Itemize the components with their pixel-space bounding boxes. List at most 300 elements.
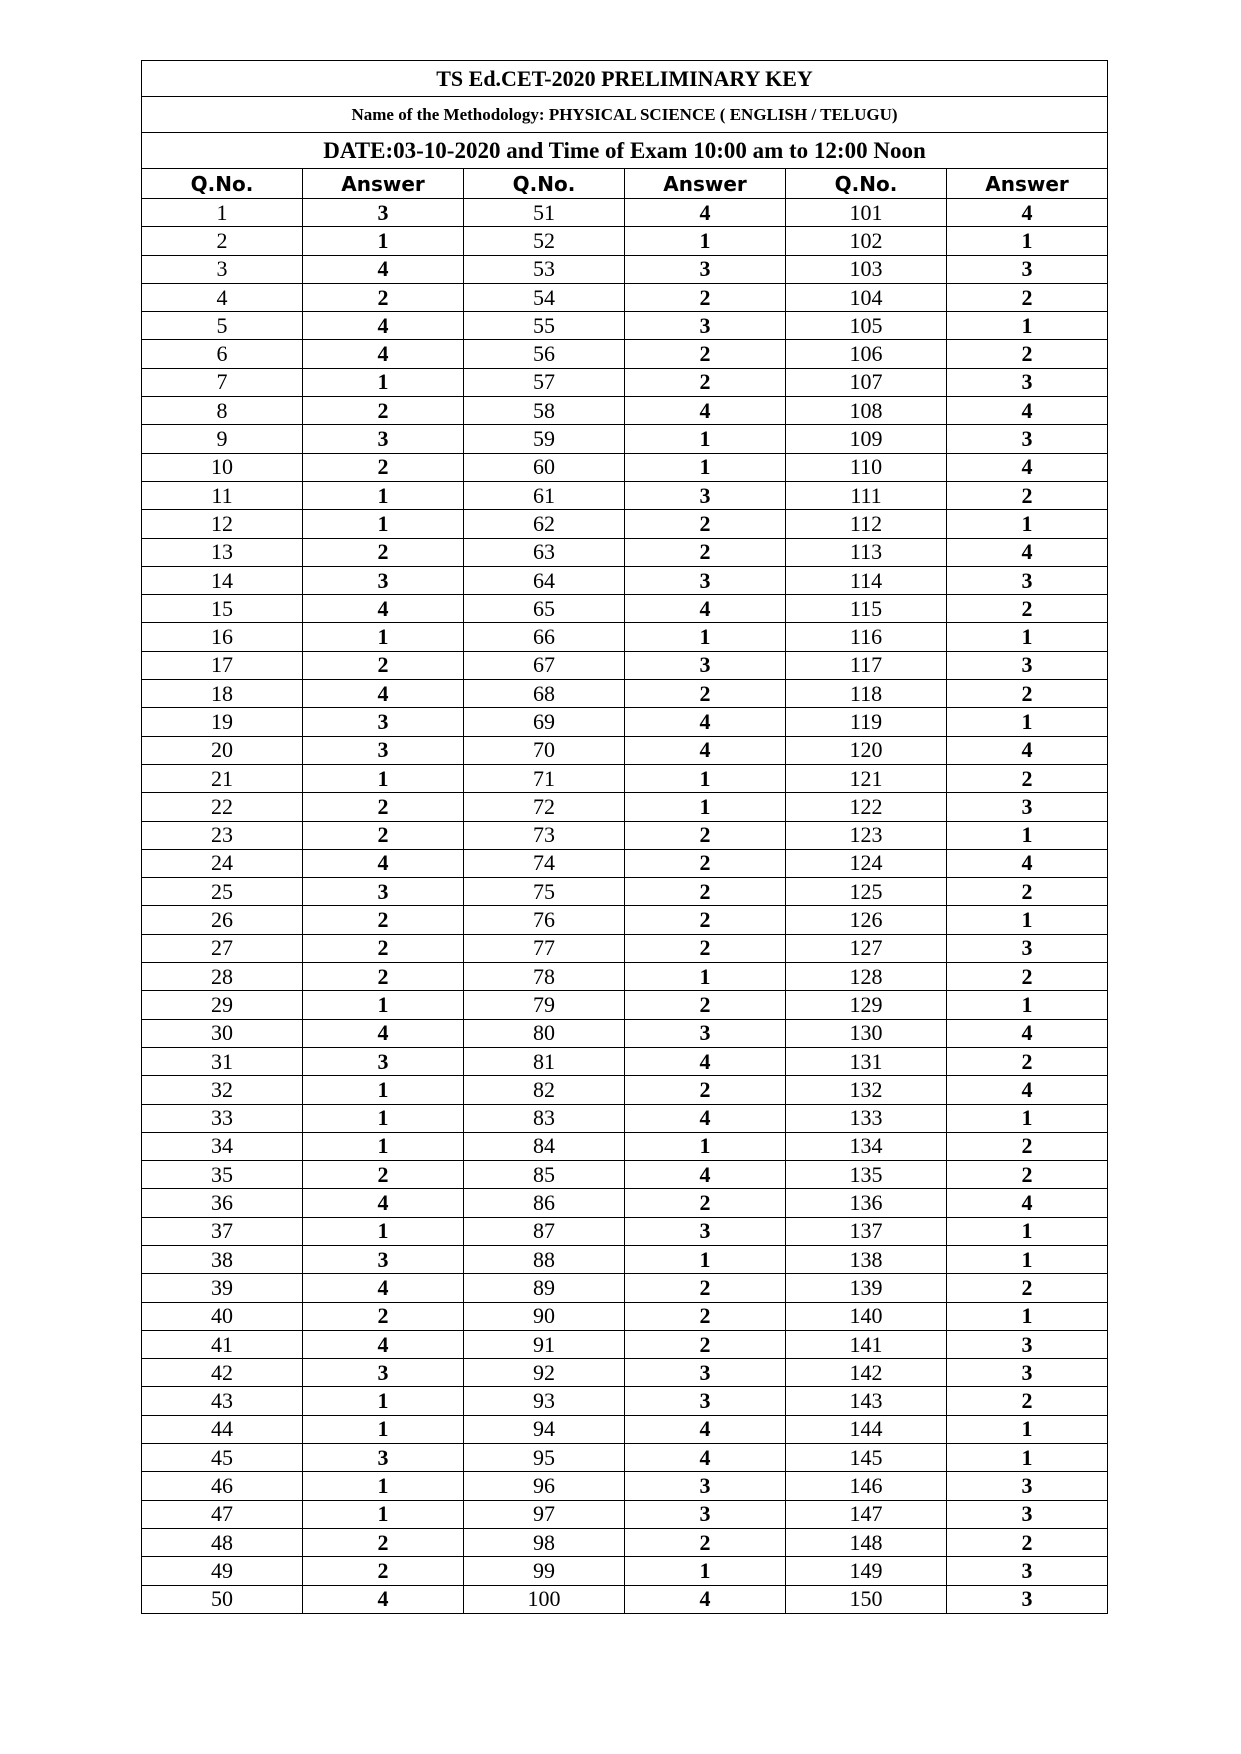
answer-cell: 4: [947, 1019, 1108, 1047]
question-number-cell: 147: [786, 1500, 947, 1528]
answer-cell: 3: [625, 312, 786, 340]
answer-cell: 4: [303, 312, 464, 340]
answer-cell: 3: [947, 368, 1108, 396]
answer-cell: 2: [303, 963, 464, 991]
answer-cell: 3: [947, 1330, 1108, 1358]
answer-cell: 4: [303, 255, 464, 283]
question-number-cell: 127: [786, 934, 947, 962]
question-number-cell: 27: [142, 934, 303, 962]
question-number-cell: 14: [142, 566, 303, 594]
question-number-cell: 105: [786, 312, 947, 340]
question-number-cell: 29: [142, 991, 303, 1019]
question-number-cell: 18: [142, 680, 303, 708]
answer-cell: 3: [625, 651, 786, 679]
question-number-cell: 140: [786, 1302, 947, 1330]
question-number-cell: 141: [786, 1330, 947, 1358]
question-number-cell: 89: [464, 1274, 625, 1302]
answer-cell: 2: [625, 510, 786, 538]
table-row: [142, 963, 1108, 991]
answer-cell: 2: [303, 1557, 464, 1585]
answer-cell: 3: [947, 934, 1108, 962]
question-number-cell: 49: [142, 1557, 303, 1585]
question-number-cell: 134: [786, 1132, 947, 1160]
answer-cell: 1: [303, 368, 464, 396]
question-number-cell: 99: [464, 1557, 625, 1585]
question-number-cell: 64: [464, 566, 625, 594]
answer-cell: 1: [303, 991, 464, 1019]
answer-cell: 2: [625, 906, 786, 934]
question-number-cell: 9: [142, 425, 303, 453]
table-row: [142, 538, 1108, 566]
question-number-cell: 63: [464, 538, 625, 566]
question-number-cell: 1: [142, 199, 303, 227]
question-number-cell: 81: [464, 1047, 625, 1075]
question-number-cell: 53: [464, 255, 625, 283]
question-number-cell: 45: [142, 1444, 303, 1472]
question-number-cell: 138: [786, 1245, 947, 1273]
question-number-cell: 103: [786, 255, 947, 283]
question-number-cell: 128: [786, 963, 947, 991]
answer-cell: 4: [625, 1585, 786, 1613]
answer-cell: 4: [947, 1189, 1108, 1217]
question-number-cell: 107: [786, 368, 947, 396]
table-row: [142, 1557, 1108, 1585]
answer-cell: 3: [947, 1585, 1108, 1613]
table-row: [142, 764, 1108, 792]
answer-cell: 2: [625, 340, 786, 368]
answer-cell: 3: [947, 425, 1108, 453]
question-number-cell: 94: [464, 1415, 625, 1443]
question-number-cell: 131: [786, 1047, 947, 1075]
table-row: [142, 227, 1108, 255]
answer-cell: 2: [625, 1528, 786, 1556]
table-row: [142, 1189, 1108, 1217]
question-number-cell: 17: [142, 651, 303, 679]
question-number-cell: 43: [142, 1387, 303, 1415]
table-row: [142, 481, 1108, 509]
answer-cell: 4: [303, 340, 464, 368]
answer-cell: 2: [947, 1528, 1108, 1556]
answer-cell: 4: [625, 1047, 786, 1075]
answer-cell: 1: [303, 1472, 464, 1500]
answer-cell: 2: [303, 397, 464, 425]
question-number-cell: 65: [464, 595, 625, 623]
methodology-name: Name of the Methodology: PHYSICAL SCIENCE ( ENGLISH / TELUGU): [142, 97, 1108, 133]
answer-cell: 2: [303, 283, 464, 311]
question-number-cell: 82: [464, 1076, 625, 1104]
answer-cell: 2: [947, 1161, 1108, 1189]
question-number-cell: 37: [142, 1217, 303, 1245]
answer-cell: 1: [947, 1217, 1108, 1245]
question-number-cell: 130: [786, 1019, 947, 1047]
answer-cell: 4: [625, 708, 786, 736]
answer-cell: 2: [947, 1274, 1108, 1302]
answer-cell: 1: [947, 227, 1108, 255]
answer-cell: 2: [303, 793, 464, 821]
question-number-cell: 146: [786, 1472, 947, 1500]
question-number-cell: 145: [786, 1444, 947, 1472]
question-number-cell: 51: [464, 199, 625, 227]
answer-cell: 2: [625, 1274, 786, 1302]
answer-cell: 1: [625, 1245, 786, 1273]
table-row: [142, 368, 1108, 396]
question-number-cell: 22: [142, 793, 303, 821]
table-row: [142, 991, 1108, 1019]
table-row: [142, 1104, 1108, 1132]
question-number-cell: 28: [142, 963, 303, 991]
answer-cell: 4: [625, 1161, 786, 1189]
question-number-cell: 72: [464, 793, 625, 821]
question-number-cell: 8: [142, 397, 303, 425]
answer-cell: 2: [303, 1528, 464, 1556]
question-number-cell: 83: [464, 1104, 625, 1132]
question-number-cell: 68: [464, 680, 625, 708]
table-row: [142, 651, 1108, 679]
answer-cell: 3: [625, 1472, 786, 1500]
question-number-cell: 139: [786, 1274, 947, 1302]
answer-cell: 2: [947, 764, 1108, 792]
answer-cell: 1: [303, 1217, 464, 1245]
question-number-cell: 98: [464, 1528, 625, 1556]
date-row: [142, 133, 1108, 169]
table-row: [142, 1245, 1108, 1273]
answer-cell: 4: [947, 1076, 1108, 1104]
answer-cell: 1: [625, 425, 786, 453]
answer-cell: 2: [947, 283, 1108, 311]
question-number-cell: 35: [142, 1161, 303, 1189]
answer-cell: 3: [303, 878, 464, 906]
answer-cell: 3: [947, 1500, 1108, 1528]
question-number-cell: 34: [142, 1132, 303, 1160]
table-row: [142, 1359, 1108, 1387]
answer-cell: 3: [625, 1359, 786, 1387]
question-number-cell: 46: [142, 1472, 303, 1500]
question-number-cell: 41: [142, 1330, 303, 1358]
answer-cell: 1: [303, 1415, 464, 1443]
question-number-cell: 125: [786, 878, 947, 906]
question-number-cell: 114: [786, 566, 947, 594]
table-row: [142, 1217, 1108, 1245]
question-number-cell: 38: [142, 1245, 303, 1273]
question-number-cell: 77: [464, 934, 625, 962]
answer-cell: 1: [625, 1557, 786, 1585]
question-number-cell: 5: [142, 312, 303, 340]
answer-cell: 2: [947, 680, 1108, 708]
answer-cell: 1: [625, 453, 786, 481]
answer-cell: 3: [947, 1472, 1108, 1500]
answer-cell: 2: [947, 1047, 1108, 1075]
question-number-cell: 84: [464, 1132, 625, 1160]
table-row: [142, 199, 1108, 227]
answer-cell: 3: [947, 1557, 1108, 1585]
question-number-cell: 142: [786, 1359, 947, 1387]
question-number-cell: 36: [142, 1189, 303, 1217]
question-number-cell: 102: [786, 227, 947, 255]
question-number-cell: 88: [464, 1245, 625, 1273]
answer-cell: 2: [625, 934, 786, 962]
answer-cell: 3: [625, 1387, 786, 1415]
table-row: [142, 1019, 1108, 1047]
question-number-cell: 80: [464, 1019, 625, 1047]
table-row: [142, 793, 1108, 821]
header-answer: Answer: [303, 169, 464, 199]
question-number-cell: 10: [142, 453, 303, 481]
answer-cell: 1: [625, 963, 786, 991]
answer-cell: 4: [947, 397, 1108, 425]
question-number-cell: 115: [786, 595, 947, 623]
answer-cell: 3: [625, 1019, 786, 1047]
answer-cell: 1: [947, 312, 1108, 340]
answer-cell: 4: [303, 595, 464, 623]
answer-cell: 2: [625, 538, 786, 566]
answer-cell: 1: [303, 1076, 464, 1104]
question-number-cell: 120: [786, 736, 947, 764]
question-number-cell: 95: [464, 1444, 625, 1472]
answer-cell: 4: [947, 849, 1108, 877]
answer-cell: 2: [303, 821, 464, 849]
answer-cell: 1: [303, 623, 464, 651]
answer-cell: 3: [303, 1245, 464, 1273]
question-number-cell: 44: [142, 1415, 303, 1443]
answer-cell: 1: [947, 510, 1108, 538]
question-number-cell: 124: [786, 849, 947, 877]
question-number-cell: 108: [786, 397, 947, 425]
table-row: [142, 1585, 1108, 1613]
question-number-cell: 150: [786, 1585, 947, 1613]
table-row: [142, 566, 1108, 594]
answer-cell: 3: [303, 1444, 464, 1472]
question-number-cell: 100: [464, 1585, 625, 1613]
answer-cell: 3: [947, 793, 1108, 821]
question-number-cell: 110: [786, 453, 947, 481]
answer-cell: 2: [625, 283, 786, 311]
answer-cell: 2: [303, 934, 464, 962]
answer-cell: 3: [947, 566, 1108, 594]
answer-cell: 2: [625, 1189, 786, 1217]
header-answer: Answer: [625, 169, 786, 199]
answer-cell: 3: [303, 566, 464, 594]
question-number-cell: 97: [464, 1500, 625, 1528]
answer-cell: 1: [625, 227, 786, 255]
table-row: [142, 821, 1108, 849]
answer-cell: 4: [625, 1415, 786, 1443]
question-number-cell: 119: [786, 708, 947, 736]
answer-cell: 1: [947, 708, 1108, 736]
question-number-cell: 3: [142, 255, 303, 283]
answer-cell: 2: [303, 538, 464, 566]
table-row: [142, 1500, 1108, 1528]
table-row: [142, 510, 1108, 538]
answer-cell: 3: [947, 1359, 1108, 1387]
question-number-cell: 118: [786, 680, 947, 708]
answer-cell: 2: [625, 991, 786, 1019]
question-number-cell: 133: [786, 1104, 947, 1132]
answer-cell: 4: [947, 736, 1108, 764]
table-row: [142, 255, 1108, 283]
answer-cell: 3: [625, 1500, 786, 1528]
answer-cell: 1: [303, 1104, 464, 1132]
answer-cell: 2: [947, 963, 1108, 991]
answer-cell: 2: [947, 1132, 1108, 1160]
header-qno: Q.No.: [464, 169, 625, 199]
answer-cell: 3: [303, 199, 464, 227]
answer-cell: 3: [947, 255, 1108, 283]
question-number-cell: 106: [786, 340, 947, 368]
table-row: [142, 878, 1108, 906]
question-number-cell: 42: [142, 1359, 303, 1387]
table-row: [142, 1132, 1108, 1160]
question-number-cell: 113: [786, 538, 947, 566]
question-number-cell: 55: [464, 312, 625, 340]
question-number-cell: 143: [786, 1387, 947, 1415]
question-number-cell: 57: [464, 368, 625, 396]
answer-cell: 3: [303, 1047, 464, 1075]
question-number-cell: 92: [464, 1359, 625, 1387]
answer-cell: 3: [303, 708, 464, 736]
question-number-cell: 121: [786, 764, 947, 792]
question-number-cell: 79: [464, 991, 625, 1019]
question-number-cell: 16: [142, 623, 303, 651]
answer-cell: 2: [625, 368, 786, 396]
question-number-cell: 91: [464, 1330, 625, 1358]
answer-cell: 1: [947, 1444, 1108, 1472]
answer-cell: 1: [303, 764, 464, 792]
table-row: [142, 1161, 1108, 1189]
answer-cell: 1: [303, 1132, 464, 1160]
header-qno: Q.No.: [142, 169, 303, 199]
answer-cell: 3: [625, 566, 786, 594]
question-number-cell: 59: [464, 425, 625, 453]
answer-cell: 1: [303, 227, 464, 255]
question-number-cell: 20: [142, 736, 303, 764]
question-number-cell: 4: [142, 283, 303, 311]
answer-cell: 3: [625, 1217, 786, 1245]
answer-cell: 2: [947, 595, 1108, 623]
question-number-cell: 117: [786, 651, 947, 679]
question-number-cell: 126: [786, 906, 947, 934]
question-number-cell: 78: [464, 963, 625, 991]
table-row: [142, 425, 1108, 453]
question-number-cell: 47: [142, 1500, 303, 1528]
answer-key-table: [141, 60, 1108, 1614]
question-number-cell: 74: [464, 849, 625, 877]
answer-cell: 4: [947, 538, 1108, 566]
question-number-cell: 101: [786, 199, 947, 227]
question-number-cell: 30: [142, 1019, 303, 1047]
question-number-cell: 90: [464, 1302, 625, 1330]
answer-cell: 2: [947, 481, 1108, 509]
answer-cell: 3: [625, 255, 786, 283]
question-number-cell: 58: [464, 397, 625, 425]
question-number-cell: 67: [464, 651, 625, 679]
answer-cell: 2: [625, 680, 786, 708]
question-number-cell: 11: [142, 481, 303, 509]
question-number-cell: 109: [786, 425, 947, 453]
question-number-cell: 6: [142, 340, 303, 368]
answer-cell: 2: [303, 906, 464, 934]
question-number-cell: 52: [464, 227, 625, 255]
table-row: [142, 736, 1108, 764]
table-row: [142, 1415, 1108, 1443]
answer-cell: 2: [947, 1387, 1108, 1415]
question-number-cell: 32: [142, 1076, 303, 1104]
answer-cell: 4: [303, 680, 464, 708]
question-number-cell: 149: [786, 1557, 947, 1585]
question-number-cell: 48: [142, 1528, 303, 1556]
answer-cell: 2: [303, 453, 464, 481]
question-number-cell: 61: [464, 481, 625, 509]
answer-cell: 4: [625, 1444, 786, 1472]
question-number-cell: 71: [464, 764, 625, 792]
table-row: [142, 1047, 1108, 1075]
question-number-cell: 50: [142, 1585, 303, 1613]
table-row: [142, 680, 1108, 708]
answer-cell: 2: [625, 1302, 786, 1330]
answer-cell: 1: [303, 1387, 464, 1415]
question-number-cell: 85: [464, 1161, 625, 1189]
answer-cell: 1: [625, 623, 786, 651]
answer-cell: 2: [625, 821, 786, 849]
table-row: [142, 340, 1108, 368]
column-header-row: [142, 169, 1108, 199]
question-number-cell: 60: [464, 453, 625, 481]
answer-cell: 4: [625, 199, 786, 227]
question-number-cell: 123: [786, 821, 947, 849]
question-number-cell: 40: [142, 1302, 303, 1330]
question-number-cell: 66: [464, 623, 625, 651]
question-number-cell: 93: [464, 1387, 625, 1415]
answer-cell: 1: [303, 510, 464, 538]
answer-cell: 1: [947, 1104, 1108, 1132]
answer-cell: 1: [303, 481, 464, 509]
table-row: [142, 453, 1108, 481]
answer-cell: 3: [947, 651, 1108, 679]
question-number-cell: 136: [786, 1189, 947, 1217]
question-number-cell: 129: [786, 991, 947, 1019]
table-row: [142, 906, 1108, 934]
question-number-cell: 26: [142, 906, 303, 934]
question-number-cell: 21: [142, 764, 303, 792]
answer-cell: 1: [947, 1245, 1108, 1273]
question-number-cell: 104: [786, 283, 947, 311]
question-number-cell: 23: [142, 821, 303, 849]
table-row: [142, 1302, 1108, 1330]
table-row: [142, 1274, 1108, 1302]
answer-cell: 1: [947, 623, 1108, 651]
question-number-cell: 116: [786, 623, 947, 651]
answer-cell: 3: [303, 736, 464, 764]
title-row: [142, 61, 1108, 97]
methodology-row: [142, 97, 1108, 133]
table-row: [142, 849, 1108, 877]
answer-cell: 4: [947, 199, 1108, 227]
table-row: [142, 1330, 1108, 1358]
table-row: [142, 1472, 1108, 1500]
table-row: [142, 1076, 1108, 1104]
question-number-cell: 76: [464, 906, 625, 934]
answer-cell: 1: [947, 1302, 1108, 1330]
table-row: [142, 312, 1108, 340]
answer-cell: 4: [625, 595, 786, 623]
header-qno: Q.No.: [786, 169, 947, 199]
question-number-cell: 12: [142, 510, 303, 538]
answer-cell: 4: [947, 453, 1108, 481]
question-number-cell: 135: [786, 1161, 947, 1189]
answer-cell: 3: [303, 425, 464, 453]
question-number-cell: 75: [464, 878, 625, 906]
answer-cell: 4: [625, 736, 786, 764]
question-number-cell: 13: [142, 538, 303, 566]
